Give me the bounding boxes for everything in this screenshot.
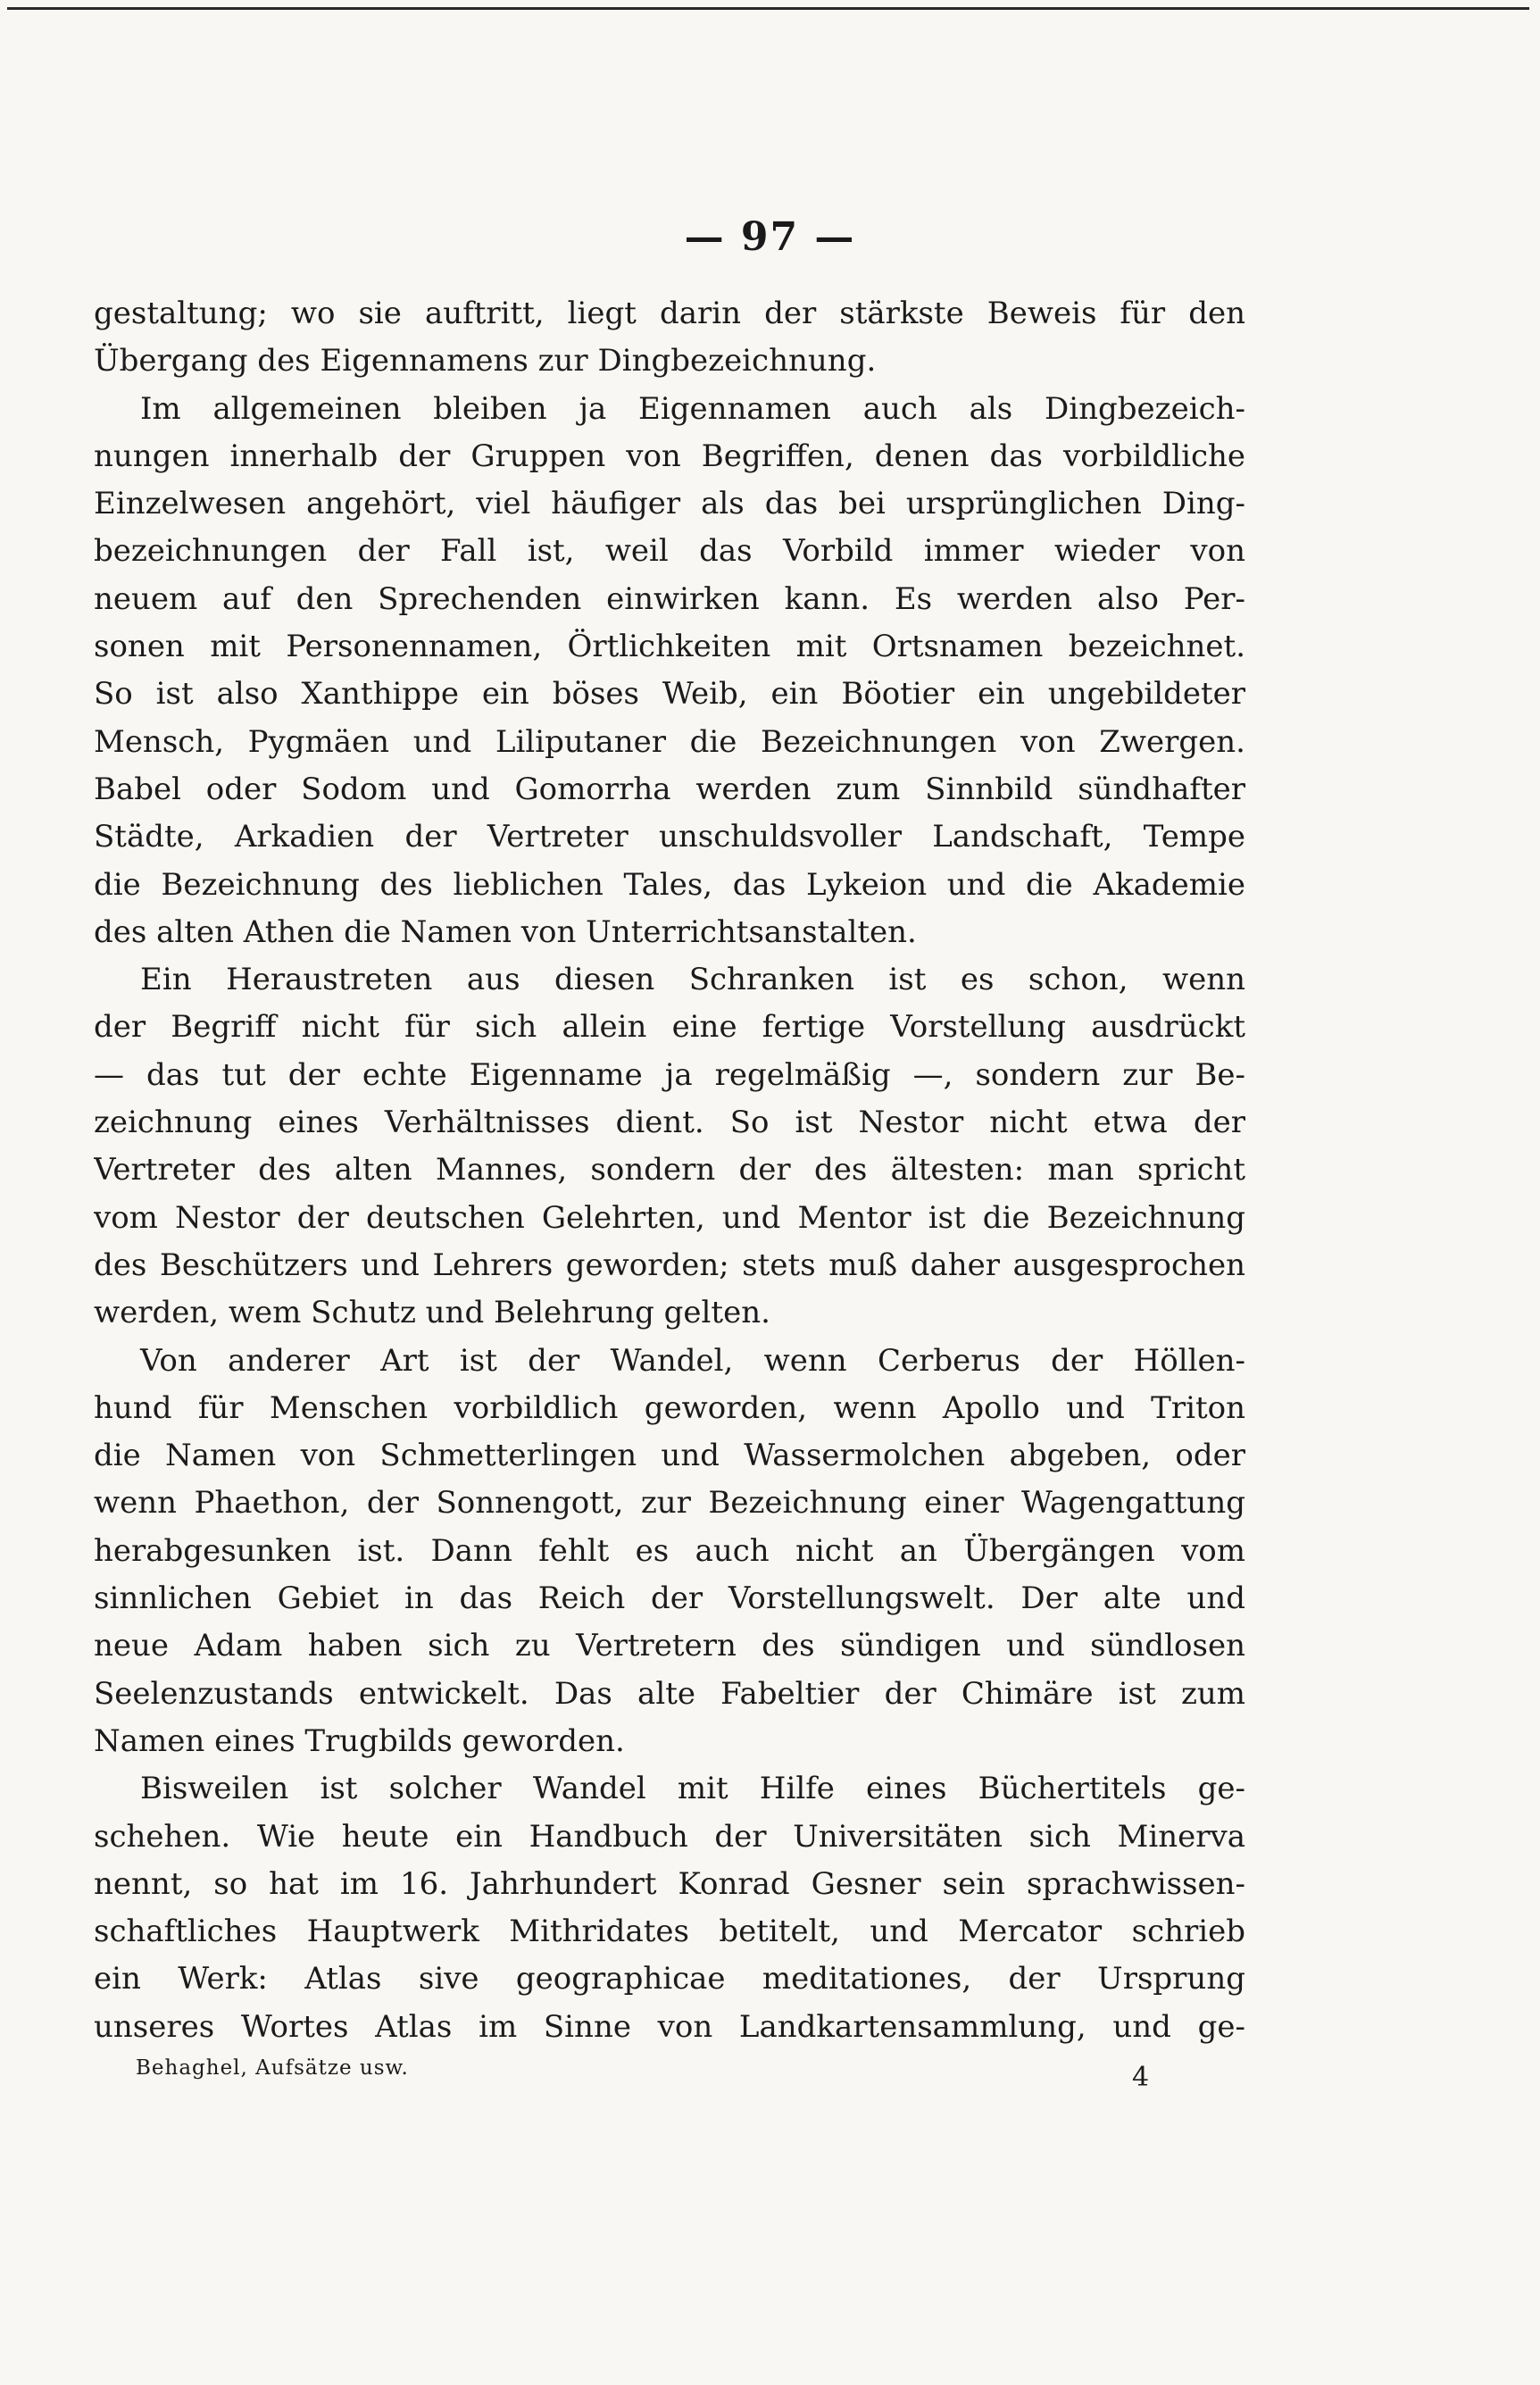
text-line: schehen. Wie heute ein Handbuch der Universitäten sich Minerva: [94, 1818, 1245, 1855]
text-line: unseres Wortes Atlas im Sinne von Landkartensammlung, und ge-: [94, 2008, 1245, 2045]
text-line: sonen mit Personennamen, Örtlichkeiten mit Ortsnamen bezeichnet.: [94, 629, 1245, 665]
text-line: nennt, so hat im 16. Jahrhundert Konrad Gesner sein sprachwissen-: [94, 1865, 1245, 1902]
text-line: zeichnung eines Verhältnisses dient. So ist Nestor nicht etwa der: [94, 1105, 1245, 1141]
text-line: Einzelwesen angehört, viel häufiger als das bei ursprünglichen Ding-: [94, 486, 1245, 522]
top-edge-rule: [7, 7, 1529, 10]
text-line: wenn Phaethon, der Sonnengott, zur Bezeichnung einer Wagengattung: [94, 1485, 1245, 1522]
text-line: vom Nestor der deutschen Gelehrten, und Mentor ist die Bezeichnung: [94, 1199, 1245, 1236]
text-line: herabgesunken ist. Dann fehlt es auch nicht an Übergängen vom: [94, 1532, 1245, 1569]
text-line: Seelenzustands entwickelt. Das alte Fabeltier der Chimäre ist zum: [94, 1675, 1245, 1712]
text-line: neuem auf den Sprechenden einwirken kann. Es werden also Per-: [94, 580, 1245, 617]
text-line: Übergang des Eigennamens zur Dingbezeichnung.: [94, 343, 877, 379]
text-line: Im allgemeinen bleiben ja Eigennamen auch als Dingbezeich-: [140, 390, 1245, 427]
text-line: ein Werk: Atlas sive geographicae meditationes, der Ursprung: [94, 1961, 1245, 1997]
text-line: Von anderer Art ist der Wandel, wenn Cerberus der Höllen-: [140, 1342, 1245, 1379]
text-line: des Beschützers und Lehrers geworden; stets muß daher ausgesprochen: [94, 1247, 1245, 1283]
footer-signature: Behaghel, Aufsätze usw.: [136, 2056, 409, 2080]
text-line: Mensch, Pygmäen und Liliputaner die Bezeichnungen von Zwergen.: [94, 723, 1245, 760]
text-line: — das tut der echte Eigenname ja regelmäßig —, sondern zur Be-: [94, 1056, 1245, 1093]
text-line: die Bezeichnung des lieblichen Tales, das Lykeion und die Akademie: [94, 866, 1245, 903]
text-line: nungen innerhalb der Gruppen von Begriffen, denen das vorbildliche: [94, 438, 1245, 474]
text-line: des alten Athen die Namen von Unterrichtsanstalten.: [94, 913, 917, 950]
text-line: gestaltung; wo sie auftritt, liegt darin der stärkste Beweis für den: [94, 296, 1245, 331]
text-line: schaftliches Hauptwerk Mithridates betitelt, und Mercator schrieb: [94, 1914, 1245, 1950]
text-line: Babel oder Sodom und Gomorrha werden zum Sinnbild sündhafter: [94, 771, 1245, 807]
text-line: Städte, Arkadien der Vertreter unschuldsvoller Landschaft, Tempe: [94, 819, 1245, 855]
text-line: bezeichnungen der Fall ist, weil das Vorbild immer wieder von: [94, 533, 1245, 570]
text-line: neue Adam haben sich zu Vertretern des sündigen und sündlosen: [94, 1628, 1245, 1664]
text-line: Ein Heraustreten aus diesen Schranken ist es schon, wenn: [140, 962, 1245, 998]
text-line: sinnlichen Gebiet in das Reich der Vorstellungswelt. Der alte und: [94, 1580, 1245, 1617]
text-line: die Namen von Schmetterlingen und Wassermolchen abgeben, oder: [94, 1438, 1245, 1474]
text-line: Vertreter des alten Mannes, sondern der des ältesten: man spricht: [94, 1152, 1245, 1188]
page-number: — 97 —: [684, 214, 856, 260]
text-line: der Begriff nicht für sich allein eine fertige Vorstellung ausdrückt: [94, 1009, 1245, 1046]
text-line: hund für Menschen vorbildlich geworden, wenn Apollo und Triton: [94, 1389, 1245, 1426]
footer-sheet-number: 4: [1132, 2062, 1150, 2093]
text-line: Namen eines Trugbilds geworden.: [94, 1722, 625, 1759]
text-line: Bisweilen ist solcher Wandel mit Hilfe eines Büchertitels ge-: [140, 1771, 1245, 1807]
body-text: [94, 290, 1245, 2051]
text-line: So ist also Xanthippe ein böses Weib, ein Böotier ein ungebildeter: [94, 676, 1245, 713]
text-line: werden, wem Schutz und Belehrung gelten.: [94, 1295, 770, 1331]
